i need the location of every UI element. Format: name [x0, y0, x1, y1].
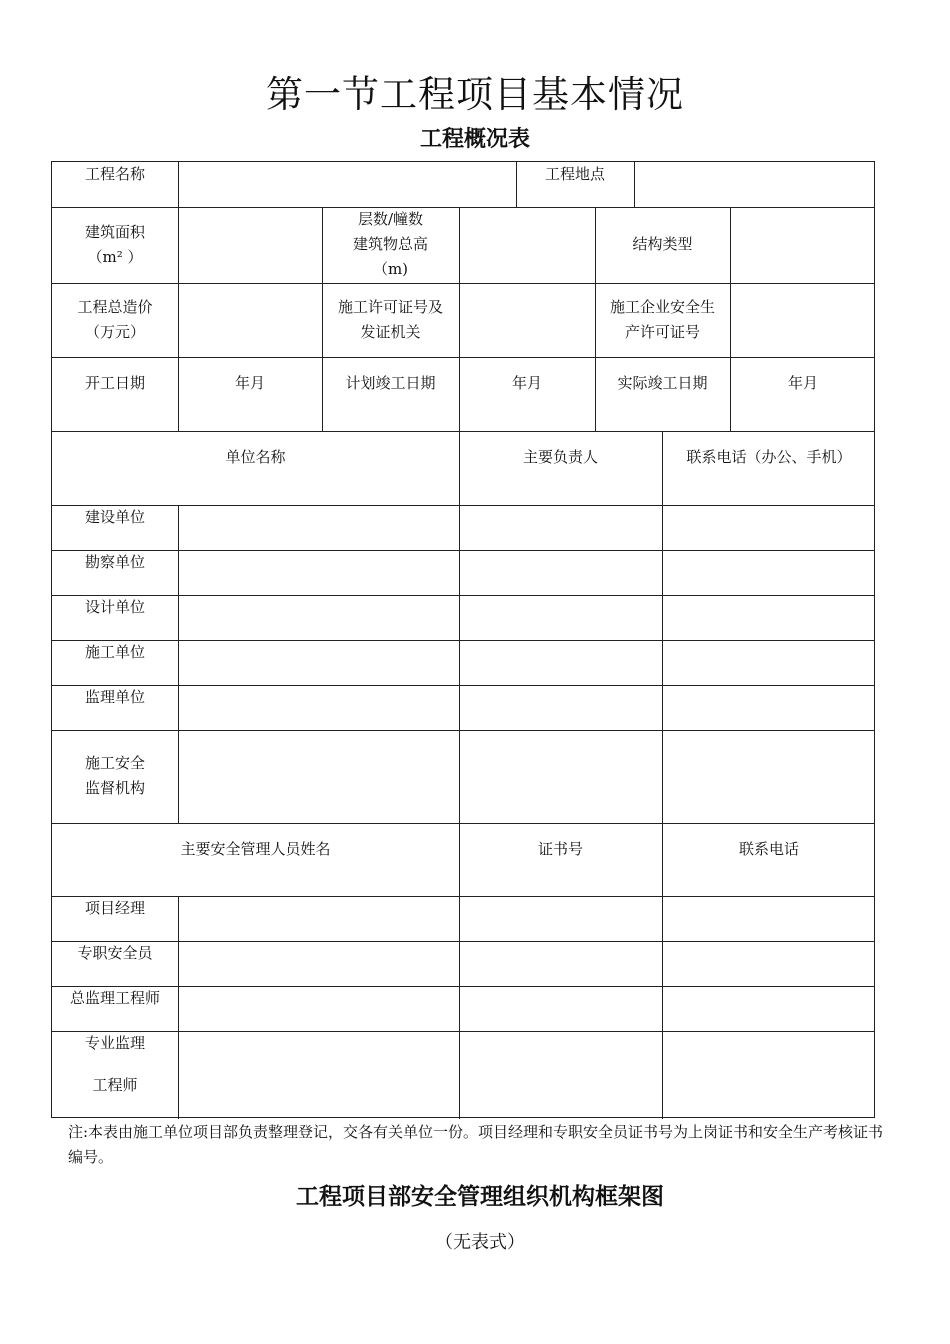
floors-height-label: 层数/幢数 建筑物总高 （m) — [352, 210, 428, 278]
personnel-row-label: 总监理工程师 — [69, 989, 160, 1007]
section-title: 工程项目部安全管理组织机构框架图 — [296, 1184, 664, 1210]
start-date-label: 开工日期 — [84, 374, 145, 392]
unit-row-label: 勘察单位 — [84, 553, 145, 571]
unit-name-header: 单位名称 — [225, 448, 286, 466]
project-name-label: 工程名称 — [84, 165, 145, 183]
row-divider — [52, 431, 874, 432]
row-divider — [52, 357, 874, 358]
construction-permit-label: 施工许可证号及 发证机关 — [337, 298, 443, 341]
column-divider — [730, 207, 731, 431]
contact-phone-header: 联系电话（办公、手机） — [686, 448, 852, 466]
column-divider — [178, 896, 179, 1119]
column-divider — [178, 162, 179, 207]
certificate-number-header: 证书号 — [537, 840, 583, 858]
start-date-value: 年月 — [234, 374, 265, 392]
planned-completion-value: 年月 — [511, 374, 542, 392]
column-divider — [459, 505, 460, 823]
page-title: 第一节工程项目基本情况 — [266, 73, 684, 116]
row-divider — [52, 823, 874, 824]
building-area-label: 建筑面积 （m² ） — [84, 223, 145, 266]
safety-license-label: 施工企业安全生 产许可证号 — [609, 298, 715, 341]
project-overview-table — [51, 161, 875, 1118]
row-divider — [52, 730, 874, 731]
unit-row-label: 施工单位 — [84, 643, 145, 661]
column-divider — [178, 207, 179, 431]
table-note: 注:本表由施工单位项目部负责整理登记，交各有关单位一份。项目经理和专职安全员证书号为上岗证书和安全生产考核证书编号。 — [68, 1123, 884, 1166]
structure-type-label: 结构类型 — [632, 235, 693, 253]
row-divider — [52, 207, 874, 208]
project-location-label: 工程地点 — [544, 165, 605, 183]
column-divider — [662, 896, 663, 1119]
column-divider — [459, 896, 460, 1119]
column-divider — [459, 207, 460, 431]
column-divider — [634, 162, 635, 207]
table-title: 工程概况表 — [419, 127, 530, 152]
personnel-row-label: 专职安全员 — [77, 944, 153, 962]
safety-supervision-label: 施工安全 监督机构 — [84, 754, 145, 797]
planned-completion-label: 计划竣工日期 — [345, 374, 436, 392]
personnel-row-label: 项目经理 — [84, 899, 145, 917]
column-divider — [178, 505, 179, 823]
principal-header: 主要负责人 — [522, 448, 598, 466]
column-divider — [662, 505, 663, 823]
personnel-phone-header: 联系电话 — [738, 840, 799, 858]
row-divider — [52, 283, 874, 284]
unit-row-label: 设计单位 — [84, 598, 145, 616]
total-cost-label: 工程总造价 （万元） — [77, 298, 153, 341]
safety-staff-name-header: 主要安全管理人员姓名 — [180, 840, 331, 858]
specialist-supervisor-label: 专业监理 工程师 — [84, 1034, 145, 1094]
unit-row-label: 监理单位 — [84, 688, 145, 706]
unit-row-label: 建设单位 — [84, 508, 145, 526]
actual-completion-label: 实际竣工日期 — [617, 374, 708, 392]
actual-completion-value: 年月 — [787, 374, 818, 392]
section-subtitle: （无表式） — [435, 1232, 525, 1253]
